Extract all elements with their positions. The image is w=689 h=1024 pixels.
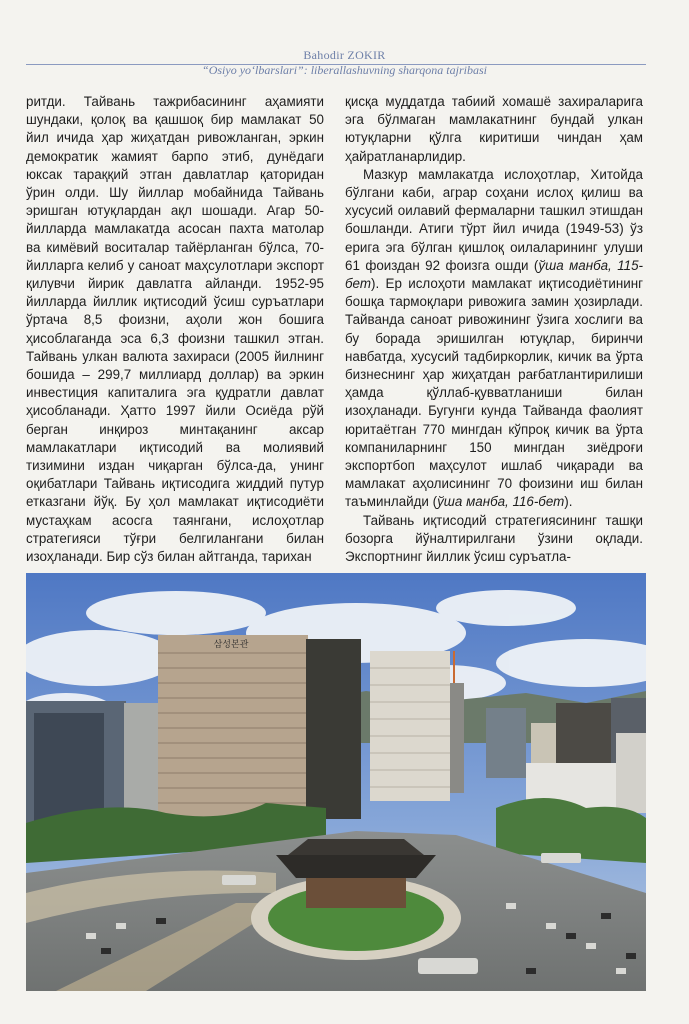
city-photo-illustration bbox=[26, 573, 646, 991]
right-paragraph-1: қисқа муддатда табиий хомашё захираларига эга бўлмаган мамлакатнинг бундай улкан ютуқларни қўлга киритиши чиндан ҳам ҳайратланарлидир. bbox=[345, 94, 643, 164]
citation: ўша манба, 115-бет bbox=[345, 257, 644, 292]
header-rule bbox=[26, 64, 646, 65]
left-paragraph: ритди. Тайвань тажрибасининг аҳамияти шундаки, қолоқ ва қашшоқ бир мамлакат 50 йил ичида ҳар жиҳатдан ривожланган, эркин демократик жамият барпо этиб, дунёдаги юксак тараққий этган давлатлар қаторидан ўрин олди. Шу йиллар мобайнида Тайвань эришган ютуқлардан ақл шошади. Агар 50-йилларда мамлакатда асосан пахта матолар ва кимёвий воситалар тайёрланган бўлса, 70-йилларга келиб у саноат маҳсулотлари экспорт қилувчи йирик давлатга айланди. 1952-95 йилларда йиллик иқтисодий ўсиш суръатлари ўртача 8,5 фоизни, аҳоли жон бошига ҳисоблаганда эса 6,3 фоизни ташкил этган. Тайвань улкан валюта захираси (2005 йилнинг бошида – 299,7 миллиард доллар) ва эркин инвестиция капиталига эга қудратли давлат ҳисобланади. Ҳатто 1997 йили Осиёда рўй берган инқироз минтақанинг аксар мамлакатлари иқтисодий ва молиявий тизимини издан чиқарган бўлса-да, унинг оқибатлари Тайвань иқтисодига жиддий путур етказгани йўқ. Бу ҳол мамлакат иқтисодиёти мустаҳкам асосга таянгани, ислоҳотлар стратегияси тўғри белгилангани билан изоҳланади. Бир сўз билан айтганда, тарихан bbox=[26, 94, 324, 565]
left-column bbox=[26, 93, 324, 566]
paragraph-text: ). Ер ислоҳоти мамлакат иқтисодиётининг бошқа тармоқлари ривожига замин ҳозирлади. Тайванда саноат ривожининг ўзига хослиги ва бу борада эришилган ютуқлар, биринчи навбатда, хусусий тадбиркорлик, кичик ва ўрта бизнеснинг ҳар жиҳатдан рағбатлантирилиши ҳамда қўллаб-қувватланиши билан изоҳланади. Бугунги кунда Тайванда фаолият юритаётган 770 мингдан кўпроқ кичик ва ўрта компаниларнинг 150 мингдан зиёдроғи экспортбоп маҳсулот ишлаб чиқаради ва мамлакат аҳолисининг 70 фоизини иш билан таъминлайди ( bbox=[345, 276, 643, 510]
right-paragraph-2 bbox=[345, 166, 643, 512]
right-paragraph-3: Тайвань иқтисодий стратегиясининг ташқи бозорга йўналтирилгани ўзини оқлади. Экспортнинг йиллик ўсиш суръатла- bbox=[345, 512, 643, 565]
header-author: Bahodir ZOKIR bbox=[303, 48, 386, 62]
header-subtitle: “Osiyo yo‘lbarslari”: liberallashuvning sharqona tajribasi bbox=[202, 63, 487, 77]
citation: ўша манба, 116-бет bbox=[437, 494, 565, 510]
paragraph-text: ). bbox=[564, 494, 573, 510]
city-photo bbox=[26, 573, 646, 991]
running-header bbox=[0, 48, 689, 77]
paragraph-text: Мазкур мамлакатда ислоҳотлар, Хитойда бўлгани каби, аграр соҳани ислоҳ қилиш ва хусусий оилавий фермаларни ташкил этишдан бошланди. Атиги тўрт йил ичида (1949-53) ўз ерига эга бўлган қишлоқ оилаларининг улуши 61 фоиздан 92 фоизга ошди ( bbox=[345, 166, 643, 273]
building-sign: 삼성본관 bbox=[213, 640, 249, 650]
right-column bbox=[345, 93, 643, 566]
